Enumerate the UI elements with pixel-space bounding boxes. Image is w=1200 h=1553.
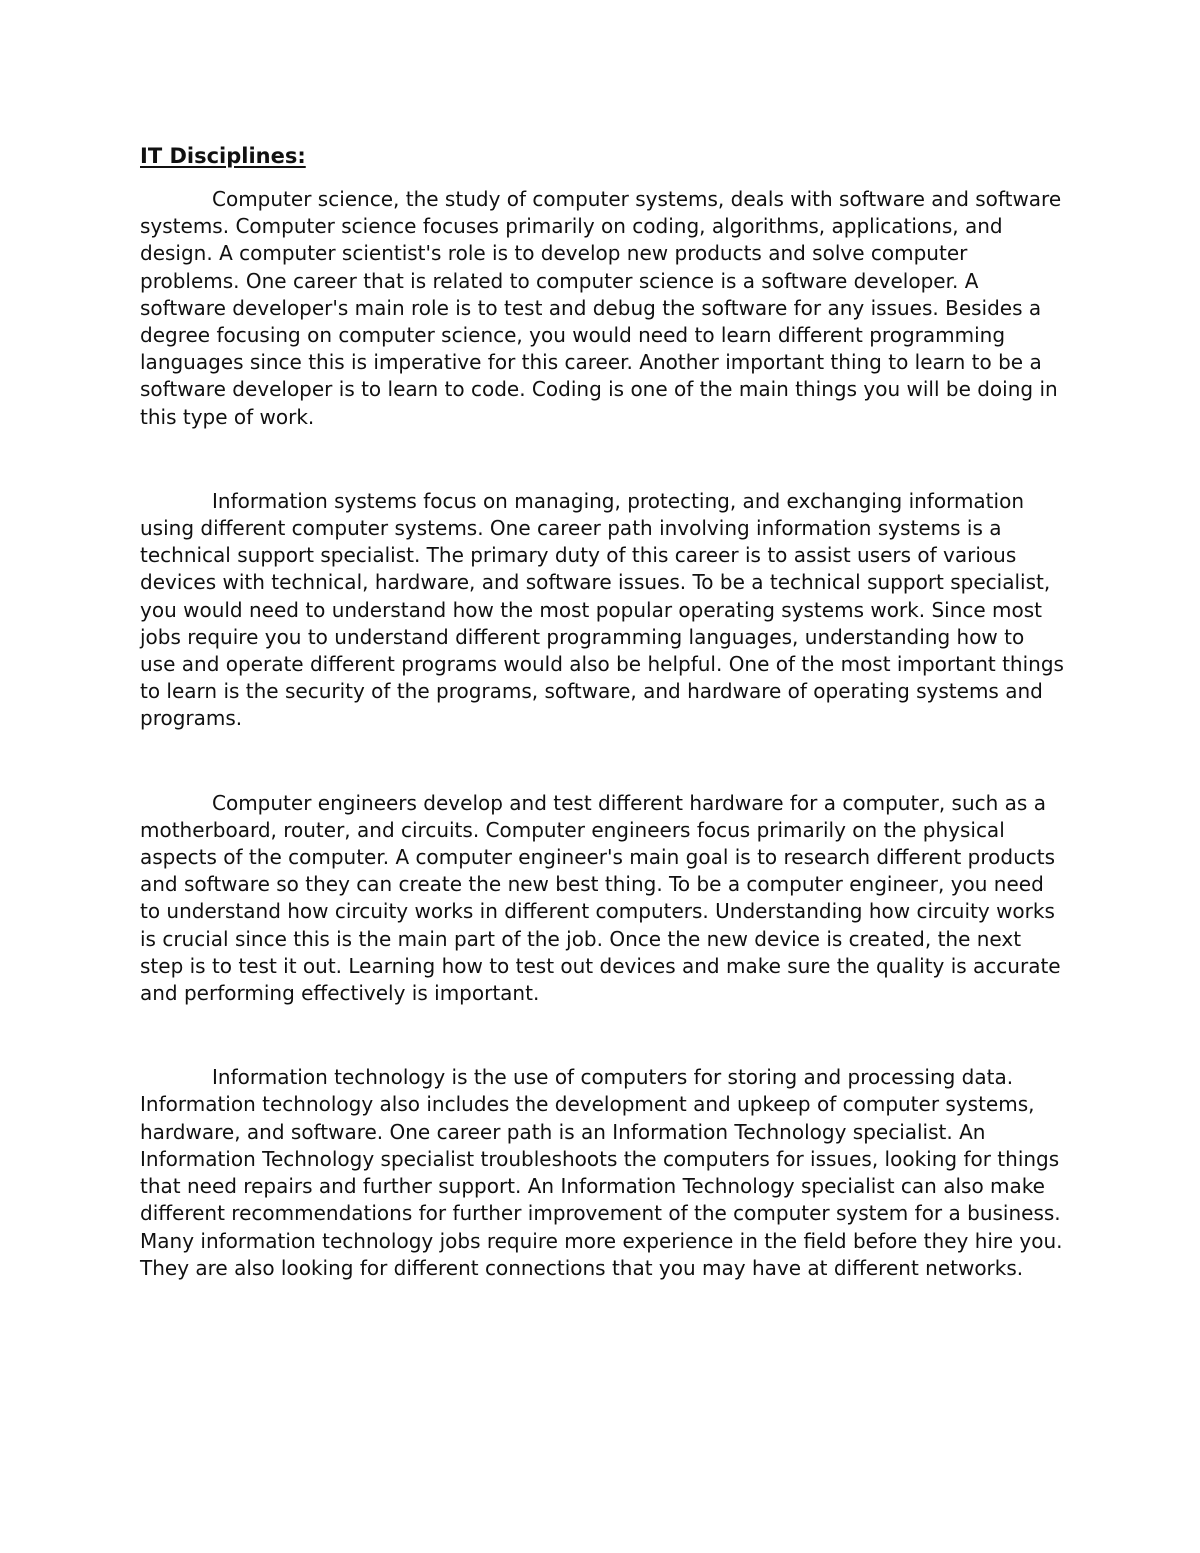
paragraph-computer-engineering: Computer engineers develop and test different hardware for a computer, such as a motherboard, router, and circuits. Computer engineers focus primarily on the physical aspects of the computer. A computer engineer's main goal is to research different products and software so they can create the new best thing. To be a computer engineer, you need to understand how circuity works in different computers. Understanding how circuity works is crucial since this is the main part of the job. Once the new device is created, the next step is to test it out. Learning how to test out devices and make sure the quality is accurate and performing effectively is important. <box>140 790 1061 1006</box>
document-title: IT Disciplines: <box>140 144 306 168</box>
paragraph-information-technology: Information technology is the use of computers for storing and processing data. Information technology also includes the development and upkeep of computer systems, hardware, and software. One career path is an Information Technology specialist. An Information Technology specialist troubleshoots the computers for issues, looking for things that need repairs and further support. An Information Technology specialist can also make different recommendations for further improvement of the computer system for a business. Many information technology jobs require more experience in the field before they hire you. They are also looking for different connections that you may have at different networks. <box>140 1065 1063 1280</box>
document-body <box>140 140 1065 1282</box>
paragraph-information-systems: Information systems focus on managing, protecting, and exchanging information using different computer systems. One career path involving information systems is a technical support specialist. The primary duty of this career is to assist users of various devices with technical, hardware, and software issues. To be a technical support specialist, you would need to understand how the most popular operating systems work. Since most jobs require you to understand different programming languages, understanding how to use and operate different programs would also be helpful. One of the most important things to learn is the security of the programs, software, and hardware of operating systems and programs. <box>140 488 1064 731</box>
paragraph-computer-science: Computer science, the study of computer systems, deals with software and software systems. Computer science focuses primarily on coding, algorithms, applications, and design. A computer scientist's role is to develop new products and solve computer problems. One career that is related to computer science is a software developer. A software developer's main role is to test and debug the software for any issues. Besides a degree focusing on computer science, you would need to learn different programming languages since this is imperative for this career. Another important thing to learn to be a software developer is to learn to code. Coding is one of the main things you will be doing in this type of work. <box>140 187 1062 429</box>
